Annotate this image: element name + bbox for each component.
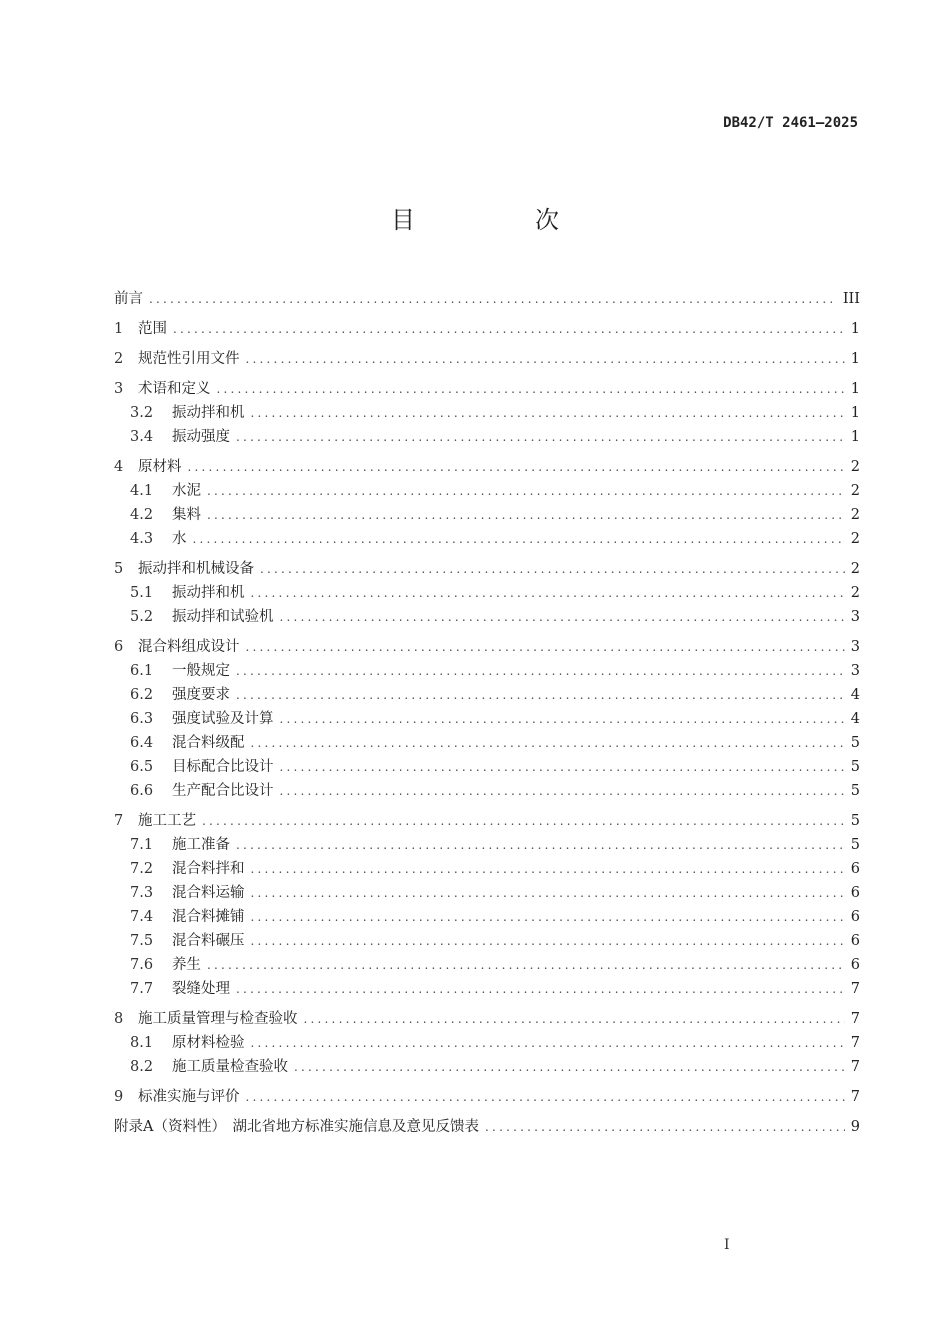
toc-entry-label: 规范性引用文件 [138,351,240,367]
toc-dot-leader [173,317,845,341]
toc-entry-label: 标准实施与评价 [138,1089,240,1105]
toc-entry-page: 6 [850,885,860,901]
toc-entry-page: 7 [850,981,860,997]
toc-entry[interactable] [114,605,860,629]
toc-entry[interactable] [114,557,860,581]
toc-entry-label: 混合料拌和 [172,861,245,877]
table-of-contents [114,287,860,1139]
toc-dot-leader [251,731,845,755]
toc-entry[interactable] [114,809,860,833]
toc-entry-number: 7.2 [130,861,154,877]
toc-entry-label: 振动拌和机械设备 [138,561,254,577]
toc-entry-number: 2 [114,351,124,367]
toc-entry-page: 6 [850,861,860,877]
toc-entry-page: 5 [850,813,860,829]
toc-entry-number: 8 [114,1011,124,1027]
toc-entry-number: 8.1 [130,1035,154,1051]
toc-dot-leader [236,977,845,1001]
toc-entry-page: 1 [850,381,860,397]
toc-entry-page: 7 [850,1089,860,1105]
toc-entry[interactable] [114,347,860,371]
toc-entry-page: 5 [850,735,860,751]
toc-entry[interactable] [114,953,860,977]
toc-entry-page: 2 [850,459,860,475]
toc-entry[interactable] [114,503,860,527]
toc-entry[interactable] [114,707,860,731]
toc-entry-label: 混合料运输 [172,885,245,901]
toc-entry-number: 1 [114,321,124,337]
toc-entry[interactable] [114,287,860,311]
toc-entry-label: 施工质量检查验收 [172,1059,288,1075]
toc-entry[interactable] [114,833,860,857]
toc-entry-page: 2 [850,585,860,601]
toc-entry-page: 2 [850,561,860,577]
toc-entry-page: 7 [850,1035,860,1051]
toc-entry-label: 施工准备 [172,837,230,853]
toc-entry[interactable] [114,905,860,929]
toc-entry[interactable] [114,1055,860,1079]
toc-entry-label: 术语和定义 [138,381,211,397]
toc-entry-page: 3 [850,609,860,625]
page-title: 目 次 [391,206,607,234]
toc-dot-leader [260,557,845,581]
toc-entry-number: 7.3 [130,885,154,901]
toc-entry[interactable] [114,755,860,779]
toc-dot-leader [188,455,845,479]
toc-entry-page: 7 [850,1011,860,1027]
toc-entry-label: 振动拌和机 [172,585,245,601]
toc-entry-label: 混合料摊铺 [172,909,245,925]
toc-entry-number: 3.2 [130,405,154,421]
toc-dot-leader [251,905,845,929]
toc-entry-label: 混合料碾压 [172,933,245,949]
toc-entry-label: 原材料检验 [172,1035,245,1051]
toc-entry-label: 强度要求 [172,687,230,703]
toc-dot-leader [207,479,845,503]
toc-entry-number: 4.1 [130,483,154,499]
toc-entry[interactable] [114,779,860,803]
toc-entry[interactable] [114,857,860,881]
toc-entry-page: 5 [850,783,860,799]
toc-entry-number: 7.4 [130,909,154,925]
toc-entry-label: 原材料 [138,459,182,475]
toc-entry-number: 6.4 [130,735,154,751]
toc-dot-leader [207,953,845,977]
toc-entry-number: 3.4 [130,429,154,445]
toc-dot-leader [251,881,845,905]
toc-dot-leader [236,659,845,683]
document-code: DB42/T 2461—2025 [723,115,858,131]
toc-dot-leader [280,755,845,779]
toc-entry-number: 4.3 [130,531,154,547]
toc-entry-label: 水泥 [172,483,201,499]
toc-dot-leader [236,833,845,857]
toc-entry-number: 4 [114,459,124,475]
toc-entry-page: 2 [850,483,860,499]
toc-entry-label: 混合料组成设计 [138,639,240,655]
toc-dot-leader [280,779,845,803]
toc-dot-leader [217,377,845,401]
appendix-prefix: 附录A（资料性） [114,1119,226,1135]
toc-dot-leader [236,683,845,707]
toc-entry-page: 3 [850,663,860,679]
toc-entry-label: 集料 [172,507,201,523]
toc-entry[interactable] [114,425,860,449]
toc-dot-leader [485,1115,845,1139]
toc-dot-leader [304,1007,845,1031]
toc-entry-number: 7.1 [130,837,154,853]
toc-dot-leader [193,527,845,551]
toc-dot-leader [251,857,845,881]
toc-dot-leader [280,707,845,731]
toc-entry-number: 8.2 [130,1059,154,1075]
toc-entry[interactable] [114,635,860,659]
toc-dot-leader [202,809,845,833]
toc-entry-appendix[interactable] [114,1115,860,1139]
toc-entry-label: 施工工艺 [138,813,196,829]
toc-entry-number: 6.3 [130,711,154,727]
toc-entry[interactable] [114,683,860,707]
toc-entry-number: 5.2 [130,609,154,625]
toc-entry-number: 3 [114,381,124,397]
toc-entry-page: 4 [850,711,860,727]
toc-entry[interactable] [114,977,860,1001]
toc-entry-label: 振动强度 [172,429,230,445]
toc-entry-number: 6.6 [130,783,154,799]
toc-dot-leader [236,425,845,449]
toc-entry[interactable] [114,1085,860,1109]
toc-entry[interactable] [114,881,860,905]
toc-entry-number: 7.6 [130,957,154,973]
toc-dot-leader [246,635,845,659]
toc-entry-label: 前言 [114,291,143,307]
toc-entry-number: 7.5 [130,933,154,949]
toc-dot-leader [246,1085,845,1109]
toc-entry-number: 6.1 [130,663,154,679]
toc-dot-leader [251,1031,845,1055]
toc-entry-page: 5 [850,837,860,853]
toc-entry[interactable] [114,1007,860,1031]
toc-entry-label: 裂缝处理 [172,981,230,997]
toc-entry-label: 振动拌和试验机 [172,609,274,625]
toc-entry-page: 2 [850,507,860,523]
toc-dot-leader [149,287,837,311]
toc-entry-page: 1 [850,429,860,445]
toc-entry-label: 施工质量管理与检查验收 [138,1011,298,1027]
toc-dot-leader [251,401,845,425]
toc-entry-number: 4.2 [130,507,154,523]
toc-entry-label: 生产配合比设计 [172,783,274,799]
toc-entry[interactable] [114,479,860,503]
toc-entry-page: 4 [850,687,860,703]
toc-dot-leader [294,1055,845,1079]
toc-dot-leader [207,503,845,527]
toc-entry-page: 1 [850,351,860,367]
toc-entry-label: 振动拌和机 [172,405,245,421]
toc-dot-leader [251,581,845,605]
toc-entry[interactable] [114,527,860,551]
appendix-page: 9 [850,1119,860,1135]
toc-entry-number: 5 [114,561,124,577]
toc-entry[interactable] [114,659,860,683]
toc-dot-leader [251,929,845,953]
footer-page-number: I [724,1237,730,1253]
toc-entry-number: 6.2 [130,687,154,703]
toc-entry-page: 6 [850,933,860,949]
toc-entry-number: 9 [114,1089,124,1105]
toc-entry-label: 混合料级配 [172,735,245,751]
toc-entry[interactable] [114,1031,860,1055]
appendix-label: 湖北省地方标准实施信息及意见反馈表 [232,1119,480,1135]
toc-entry-page: 1 [850,405,860,421]
toc-entry-page: 7 [850,1059,860,1075]
toc-entry[interactable] [114,455,860,479]
toc-entry-number: 7.7 [130,981,154,997]
toc-entry[interactable] [114,377,860,401]
toc-entry[interactable] [114,731,860,755]
toc-entry-label: 范围 [138,321,167,337]
toc-entry-number: 6 [114,639,124,655]
toc-entry-page: 3 [850,639,860,655]
toc-entry-number: 6.5 [130,759,154,775]
toc-entry-label: 强度试验及计算 [172,711,274,727]
toc-entry-page: 6 [850,909,860,925]
toc-entry-label: 水 [172,531,187,547]
toc-entry-page: 1 [850,321,860,337]
toc-entry[interactable] [114,929,860,953]
toc-entry-number: 7 [114,813,124,829]
toc-dot-leader [246,347,845,371]
toc-entry-page: 6 [850,957,860,973]
toc-entry[interactable] [114,401,860,425]
toc-entry-label: 养生 [172,957,201,973]
toc-entry[interactable] [114,581,860,605]
toc-entry-page: III [842,291,860,307]
toc-entry-page: 2 [850,531,860,547]
toc-dot-leader [280,605,845,629]
toc-entry-number: 5.1 [130,585,154,601]
toc-entry[interactable] [114,317,860,341]
toc-entry-label: 一般规定 [172,663,230,679]
toc-entry-label: 目标配合比设计 [172,759,274,775]
toc-entry-page: 5 [850,759,860,775]
